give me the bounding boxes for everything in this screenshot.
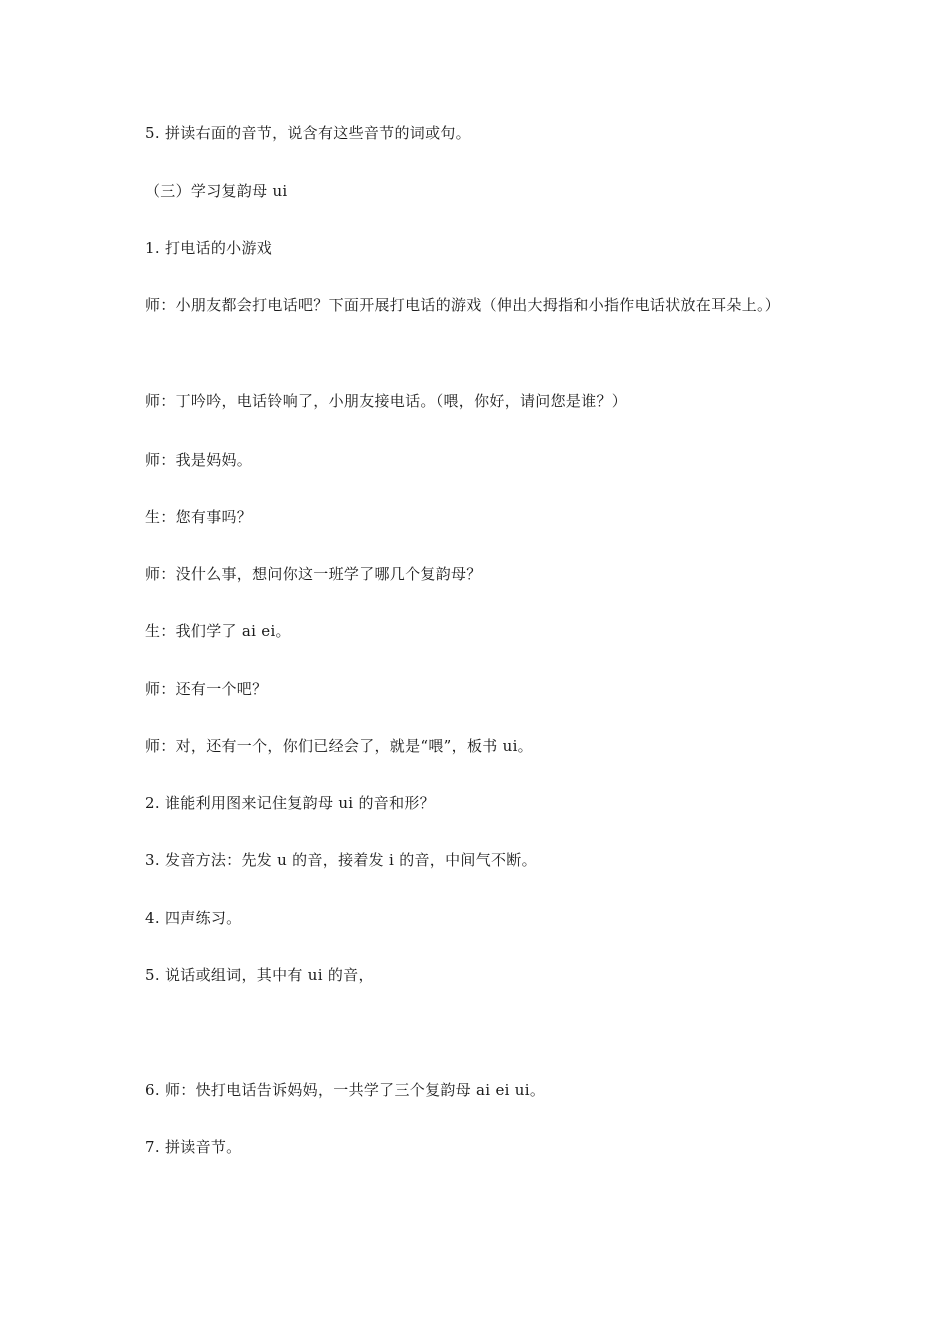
text-line-student-answer: 生：我们学了 ai ei。 (145, 622, 291, 640)
text-line-teacher-ask: 师：没什么事，想问你这一班学了哪几个复韵母？ (145, 565, 482, 583)
text-line-call-mom: 6. 师：快打电话告诉妈妈，一共学了三个复韵母 ai ei ui。 (145, 1081, 546, 1099)
text-line-teacher-board-ui: 师：对，还有一个，你们已经会了，就是“喂”，板书 ui。 (145, 737, 533, 755)
text-line-phone-game: 1. 打电话的小游戏 (145, 239, 273, 257)
text-line-spell-syllables: 5. 拼读右面的音节，说含有这些音节的词或句。 (145, 124, 471, 142)
text-line-make-words: 5. 说话或组词，其中有 ui 的音， (145, 966, 374, 984)
text-line-student-question: 生：您有事吗？ (145, 508, 253, 526)
text-line-remember-ui: 2. 谁能利用图来记住复韵母 ui 的音和形？ (145, 794, 435, 812)
text-line-teacher-intro: 师：小朋友都会打电话吧？下面开展打电话的游戏（伸出大拇指和小指作电话状放在耳朵上。） (145, 296, 781, 314)
text-line-teacher-mom: 师：我是妈妈。 (145, 451, 253, 469)
section-heading-learn-ui: （三）学习复韵母 ui (145, 182, 288, 200)
text-line-teacher-one-more: 师：还有一个吧？ (145, 680, 268, 698)
text-line-spell-syllables-2: 7. 拼读音节。 (145, 1138, 242, 1156)
text-line-teacher-ring: 师：丁吟吟，电话铃响了，小朋友接电话。（喂，你好，请问您是谁？） (145, 392, 628, 410)
text-line-pronunciation: 3. 发音方法：先发 u 的音，接着发 i 的音，中间气不断。 (145, 851, 537, 869)
text-line-four-tones: 4. 四声练习。 (145, 909, 242, 927)
